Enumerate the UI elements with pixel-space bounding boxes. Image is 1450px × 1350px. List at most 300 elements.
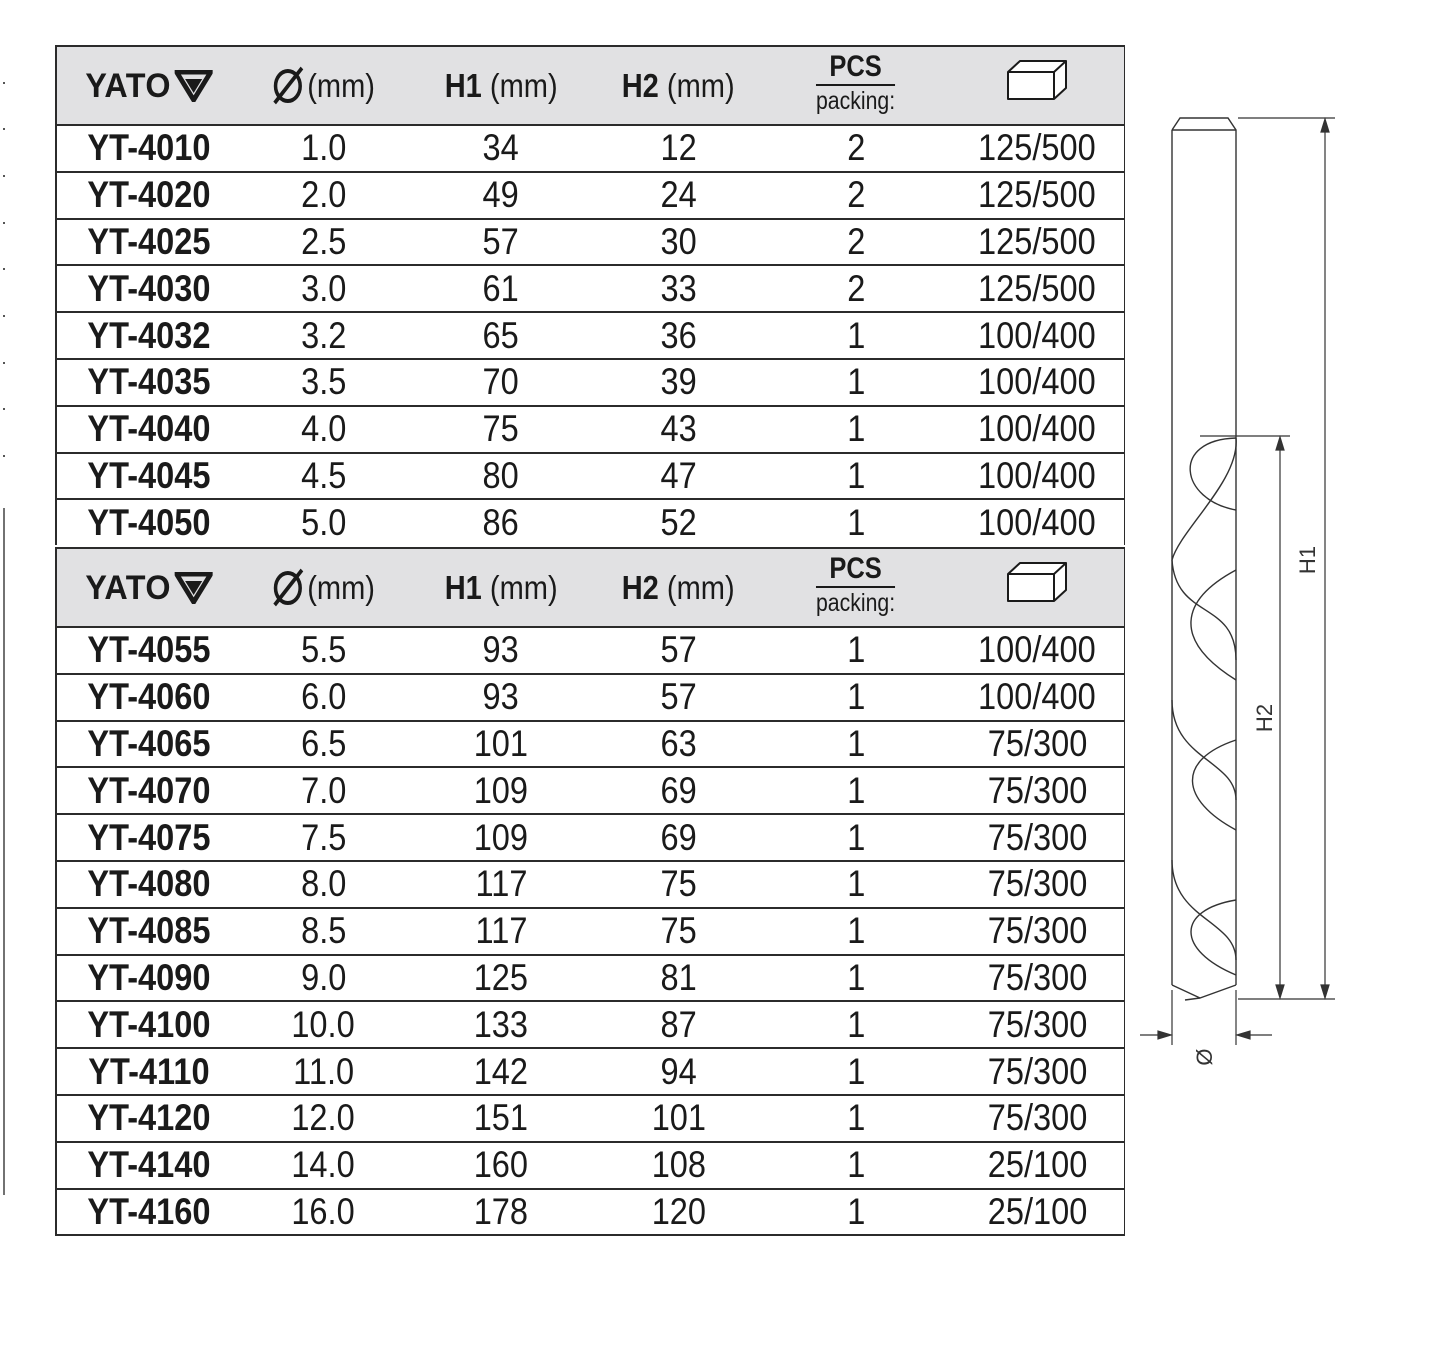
h2-value: 57 [660,676,697,718]
diameter-value: 3.0 [300,267,347,309]
code-value: YT-4020 [87,174,211,216]
h1-value: 93 [482,629,520,671]
cell-packing [951,1048,1124,1095]
brand-header [56,46,241,125]
code-value: YT-4040 [87,408,211,450]
cell-pcs [761,861,951,908]
packing-value: 125/500 [978,174,1097,216]
diameter-value: 5.5 [300,629,347,671]
packing-value: 75/300 [987,1050,1088,1092]
cell-code [56,721,241,768]
cell-packing [951,908,1124,955]
pcs-header [761,548,951,627]
code-value: YT-4065 [87,722,211,764]
pcs-value: 1 [846,314,866,356]
cell-pcs [761,1095,951,1142]
h2-dimension-label: H2 [1252,703,1277,733]
pcs-value: 1 [846,722,866,764]
cell-code [56,627,241,674]
cell-code [56,312,241,359]
cell-packing [951,767,1124,814]
pcs-value: 2 [846,174,866,216]
diameter-value: 8.5 [300,910,347,952]
cell-packing [951,1142,1124,1189]
code-value: YT-4032 [87,314,211,356]
cell-diameter [241,627,406,674]
packing-value: 100/400 [978,408,1097,450]
table-row [56,627,1124,674]
yato-logo-icon [175,70,213,102]
code-value: YT-4100 [87,1003,211,1045]
cell-h2 [596,172,761,219]
cell-diameter [241,1095,406,1142]
diameter-unit: (mm) [307,66,375,104]
h1-value: 178 [473,1190,529,1232]
h1-value: 70 [482,361,520,403]
cell-pcs [761,219,951,266]
cell-diameter [241,955,406,1002]
twist-drill-diagram [1130,100,1350,1080]
h2-value: 52 [660,501,697,543]
cell-h1 [406,814,596,861]
cell-code [56,861,241,908]
code-value: YT-4120 [87,1097,211,1139]
cell-code [56,1048,241,1095]
pcs-value: 1 [846,676,866,718]
h2-value: 69 [660,816,697,858]
cell-code [56,908,241,955]
table-row [56,359,1124,406]
cell-code [56,125,241,172]
h2-value: 87 [660,1003,697,1045]
cell-h2 [596,1142,761,1189]
cell-packing [951,1095,1124,1142]
h2-value: 75 [660,910,697,952]
h1-unit: (mm) [489,568,558,606]
cell-code [56,1142,241,1189]
cell-pcs [761,453,951,500]
table-row [56,814,1124,861]
table-row [56,406,1124,453]
diameter-value: 11.0 [293,1050,354,1092]
h2-value: 69 [660,769,697,811]
pcs-value: 1 [846,454,866,496]
code-value: YT-4140 [87,1144,211,1186]
h1-value: 93 [482,676,520,718]
cell-packing [951,1001,1124,1048]
h1-value: 117 [475,863,527,905]
diameter-value: 4.5 [300,454,347,496]
h2-label: H2 [622,568,660,606]
cell-code [56,406,241,453]
diameter-value: 2.0 [300,174,347,216]
table-row [56,125,1124,172]
drill-flutes [1172,438,1236,998]
cell-packing [951,312,1124,359]
cell-packing [951,406,1124,453]
cell-pcs [761,955,951,1002]
cell-code [56,499,241,545]
diameter-header [241,548,406,627]
h1-value: 109 [473,816,529,858]
box-header [951,548,1124,627]
cell-diameter [241,312,406,359]
code-value: YT-4085 [87,910,211,952]
pcs-value: 1 [846,408,866,450]
cell-packing [951,453,1124,500]
cell-h2 [596,359,761,406]
h1-value: 109 [473,769,529,811]
cell-packing [951,721,1124,768]
cell-h1 [406,265,596,312]
table-row [56,1095,1124,1142]
cell-diameter [241,861,406,908]
diameter-icon [272,567,307,607]
h2-value: 108 [651,1144,706,1186]
pcs-value: 1 [846,769,866,811]
table-row [56,1001,1124,1048]
cell-packing [951,814,1124,861]
cell-pcs [761,1142,951,1189]
diameter-dimension-label: Ø [1192,1048,1217,1066]
cell-pcs [761,125,951,172]
cell-packing [951,955,1124,1002]
cell-code [56,674,241,721]
cell-h1 [406,359,596,406]
code-value: YT-4010 [87,127,211,169]
cell-packing [951,125,1124,172]
cell-packing [951,861,1124,908]
h2-value: 36 [660,314,697,356]
code-value: YT-4160 [87,1190,211,1232]
cell-h1 [406,861,596,908]
diameter-value: 14.0 [291,1144,356,1186]
h2-value: 57 [660,629,697,671]
cell-diameter [241,172,406,219]
cell-pcs [761,627,951,674]
h2-value: 33 [660,267,697,309]
cell-diameter [241,908,406,955]
cell-h2 [596,767,761,814]
code-value: YT-4050 [87,501,211,543]
code-value: YT-4070 [87,769,211,811]
diameter-value: 6.0 [300,676,347,718]
cell-packing [951,1189,1124,1236]
packing-value: 100/400 [978,314,1097,356]
packing-value: 125/500 [978,267,1097,309]
pcs-value: 1 [846,1003,866,1045]
cell-h2 [596,1095,761,1142]
pcs-label: PCS [816,52,895,86]
packing-value: 100/400 [978,629,1097,671]
cell-h1 [406,499,596,545]
code-value: YT-4090 [87,956,211,998]
table-header-row [56,548,1124,627]
packing-value: 100/400 [978,676,1097,718]
drill-shank [1172,118,1236,438]
cell-diameter [241,721,406,768]
cell-diameter [241,125,406,172]
cell-pcs [761,406,951,453]
packing-value: 125/500 [978,127,1097,169]
pcs-value: 2 [846,220,866,262]
carton-box-icon [1005,58,1069,102]
cell-h2 [596,1001,761,1048]
packing-value: 100/400 [978,501,1097,543]
pcs-value: 1 [846,1190,866,1232]
code-value: YT-4030 [87,267,211,309]
cell-h2 [596,312,761,359]
packing-value: 100/400 [978,454,1097,496]
table-row [56,674,1124,721]
cell-h2 [596,908,761,955]
cell-h1 [406,767,596,814]
table-row [56,955,1124,1002]
h1-value: 61 [482,267,520,309]
h1-value: 57 [482,220,520,262]
cell-code [56,1189,241,1236]
cell-h1 [406,1001,596,1048]
brand-name: YATO [85,568,171,607]
table-row [56,1189,1124,1236]
diameter-unit: (mm) [307,568,375,606]
cell-pcs [761,312,951,359]
pcs-value: 1 [846,501,866,543]
h1-label: H1 [444,568,482,606]
cell-pcs [761,172,951,219]
cell-code [56,359,241,406]
table-row [56,1142,1124,1189]
pcs-value: 1 [846,863,866,905]
drill-spec-table-1 [55,45,1125,545]
cell-pcs [761,359,951,406]
h2-header [596,46,761,125]
h2-value: 12 [660,127,697,169]
cell-code [56,1095,241,1142]
table-row [56,172,1124,219]
cell-pcs [761,721,951,768]
cell-h2 [596,627,761,674]
code-value: YT-4110 [88,1050,210,1092]
h1-value: 142 [473,1050,529,1092]
cell-h1 [406,1048,596,1095]
cell-code [56,1001,241,1048]
diameter-value: 7.5 [300,816,347,858]
table-header-row [56,46,1124,125]
h2-value: 94 [660,1050,697,1092]
cell-code [56,814,241,861]
cell-h1 [406,125,596,172]
cell-h1 [406,908,596,955]
cell-packing [951,172,1124,219]
cell-pcs [761,674,951,721]
pcs-value: 2 [846,127,866,169]
code-value: YT-4060 [87,676,211,718]
cell-diameter [241,359,406,406]
packing-value: 75/300 [987,722,1088,764]
packing-label: packing: [816,86,896,115]
pcs-value: 1 [846,1097,866,1139]
diameter-value: 16.0 [291,1190,356,1232]
cell-h2 [596,955,761,1002]
table-row [56,908,1124,955]
h2-value: 30 [660,220,697,262]
packing-value: 25/100 [987,1144,1088,1186]
packing-value: 100/400 [978,361,1097,403]
cell-h2 [596,219,761,266]
diameter-value: 3.5 [300,361,347,403]
h1-value: 75 [482,408,520,450]
cell-pcs [761,265,951,312]
scan-edge-marks [0,0,12,1350]
cell-diameter [241,453,406,500]
table-row [56,219,1124,266]
cell-code [56,955,241,1002]
cell-packing [951,674,1124,721]
box-header [951,46,1124,125]
cell-packing [951,219,1124,266]
h1-value: 80 [482,454,520,496]
diameter-value: 8.0 [300,863,347,905]
h2-value: 43 [660,408,697,450]
cell-h2 [596,1189,761,1236]
cell-h1 [406,1142,596,1189]
cell-pcs [761,1048,951,1095]
diameter-header [241,46,406,125]
cell-pcs [761,499,951,545]
packing-value: 25/100 [987,1190,1088,1232]
packing-value: 75/300 [987,1097,1088,1139]
code-value: YT-4025 [87,220,211,262]
cell-h1 [406,674,596,721]
cell-pcs [761,1001,951,1048]
cell-h1 [406,453,596,500]
packing-value: 75/300 [987,1003,1088,1045]
cell-packing [951,499,1124,545]
diameter-value: 10.0 [291,1003,356,1045]
packing-label: packing: [816,588,896,617]
cell-h2 [596,861,761,908]
diameter-value: 1.0 [300,127,347,169]
cell-diameter [241,265,406,312]
cell-h2 [596,1048,761,1095]
pcs-value: 1 [846,956,866,998]
cell-code [56,453,241,500]
h1-value: 151 [473,1097,529,1139]
yato-logo-icon [175,572,213,604]
pcs-header [761,46,951,125]
brand-name: YATO [85,66,171,105]
cell-h2 [596,721,761,768]
drill-spec-table-2 [55,547,1125,1236]
h2-value: 24 [660,174,697,216]
cell-h1 [406,1189,596,1236]
cell-diameter [241,767,406,814]
packing-value: 75/300 [987,956,1088,998]
cell-diameter [241,406,406,453]
table-row [56,721,1124,768]
diameter-value: 2.5 [300,220,347,262]
cell-h1 [406,172,596,219]
h2-header [596,548,761,627]
packing-value: 75/300 [987,863,1088,905]
h2-value: 47 [660,454,697,496]
cell-diameter [241,814,406,861]
cell-h1 [406,406,596,453]
cell-h2 [596,674,761,721]
cell-h1 [406,627,596,674]
h1-dimension-label: H1 [1295,545,1320,575]
cell-packing [951,265,1124,312]
cell-diameter [241,499,406,545]
cell-diameter [241,1142,406,1189]
pcs-value: 2 [846,267,866,309]
table-row [56,767,1124,814]
cell-diameter [241,1189,406,1236]
cell-h1 [406,312,596,359]
diameter-value: 6.5 [300,722,347,764]
carton-box-icon [1005,560,1069,604]
packing-value: 125/500 [978,220,1097,262]
diameter-icon [272,65,307,105]
h1-value: 65 [482,314,520,356]
h2-value: 101 [651,1097,706,1139]
pcs-value: 1 [846,1050,866,1092]
cell-diameter [241,674,406,721]
h1-label: H1 [444,66,482,104]
packing-value: 75/300 [987,769,1088,811]
h1-value: 34 [482,127,520,169]
cell-h1 [406,721,596,768]
h1-value: 117 [475,910,527,952]
h2-label: H2 [622,66,660,104]
code-value: YT-4080 [87,863,211,905]
cell-code [56,219,241,266]
h2-value: 81 [660,956,697,998]
cell-h2 [596,125,761,172]
pcs-value: 1 [846,910,866,952]
h1-value: 101 [473,722,529,764]
diameter-value: 4.0 [300,408,347,450]
code-value: YT-4035 [87,361,211,403]
pcs-label: PCS [816,554,895,588]
h2-unit: (mm) [667,66,735,104]
table-row [56,453,1124,500]
h1-value: 125 [473,956,529,998]
cell-diameter [241,1048,406,1095]
table-row [56,1048,1124,1095]
h2-value: 75 [660,863,697,905]
pcs-value: 1 [846,816,866,858]
h2-value: 39 [660,361,697,403]
h1-value: 133 [473,1003,529,1045]
diameter-value: 3.2 [300,314,347,356]
cell-code [56,767,241,814]
cell-diameter [241,1001,406,1048]
h1-value: 49 [482,174,520,216]
packing-value: 75/300 [987,816,1088,858]
h2-unit: (mm) [667,568,735,606]
cell-h2 [596,265,761,312]
code-value: YT-4075 [87,816,211,858]
cell-pcs [761,814,951,861]
diameter-value: 5.0 [300,501,347,543]
cell-code [56,265,241,312]
diameter-value: 7.0 [300,769,347,811]
code-value: YT-4045 [87,454,211,496]
pcs-value: 1 [846,1144,866,1186]
cell-h2 [596,453,761,500]
